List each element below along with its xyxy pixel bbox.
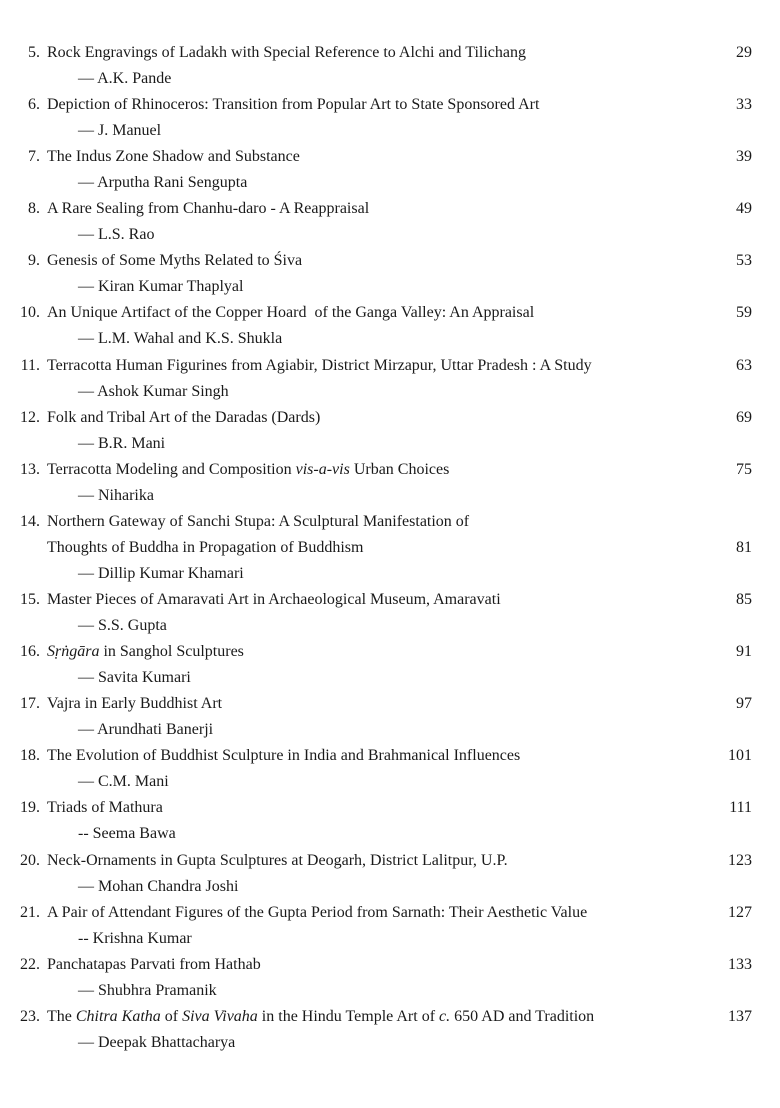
entry-page: 39 xyxy=(736,148,752,166)
entry-page: 101 xyxy=(728,747,752,765)
entry-author: — Arputha Rani Sengupta xyxy=(78,174,248,192)
entry-title: Terracotta Human Figurines from Agiabir, District Mirzapur, Uttar Pradesh : A Study xyxy=(47,356,592,374)
entry-author: — Savita Kumari xyxy=(78,669,191,687)
entry-number: 7. xyxy=(28,148,40,166)
title-part: in the Hindu Temple Art of xyxy=(257,1007,440,1025)
entry-author: — L.M. Wahal and K.S. Shukla xyxy=(78,330,283,348)
entry-page: 63 xyxy=(736,356,752,374)
entry-title: Rock Engravings of Ladakh with Special Reference to Alchi and Tilichang xyxy=(47,44,526,61)
toc-entry xyxy=(0,900,780,952)
entry-title: Genesis of Some Myths Related to Śiva xyxy=(47,252,303,270)
toc-entry xyxy=(0,795,780,847)
toc-entry xyxy=(0,952,780,1004)
entry-title xyxy=(47,509,707,561)
title-part: Terracotta Modeling and Composition xyxy=(47,460,296,478)
entry-author: — C.M. Mani xyxy=(78,773,169,791)
toc-entry xyxy=(0,457,780,509)
entry-page: 85 xyxy=(736,591,752,609)
toc-entry xyxy=(0,92,780,144)
entry-page: 69 xyxy=(736,408,752,426)
entry-title: Folk and Tribal Art of the Daradas (Dards) xyxy=(47,408,321,426)
entry-title: Master Pieces of Amaravati Art in Archaeological Museum, Amaravati xyxy=(47,591,501,609)
entry-title: Triads of Mathura xyxy=(47,799,163,817)
toc-entry xyxy=(0,691,780,743)
title-line: Thoughts of Buddha in Propagation of Buddhism xyxy=(47,538,364,556)
toc-entry xyxy=(0,248,780,300)
entry-page: 59 xyxy=(736,304,752,322)
entry-author: — L.S. Rao xyxy=(78,226,155,244)
entry-number: 20. xyxy=(20,851,40,869)
entry-number: 13. xyxy=(20,460,40,478)
entry-number: 12. xyxy=(20,408,40,426)
toc-entry xyxy=(0,639,780,691)
entry-page: 33 xyxy=(736,96,752,114)
entry-number: 17. xyxy=(20,695,40,713)
entry-page: 91 xyxy=(736,643,752,661)
entry-page: 29 xyxy=(736,44,752,61)
title-part: of xyxy=(160,1007,183,1025)
entry-title: The Evolution of Buddhist Sculpture in India and Brahmanical Influences xyxy=(47,747,521,765)
entry-page: 137 xyxy=(728,1007,752,1025)
entry-author: — Arundhati Banerji xyxy=(78,721,214,739)
toc-entry xyxy=(0,144,780,196)
entry-title xyxy=(47,1004,707,1030)
entry-author: — S.S. Gupta xyxy=(78,617,167,635)
entry-number: 11. xyxy=(20,356,40,374)
toc-entry xyxy=(0,40,780,92)
entry-author: — Deepak Bhattacharya xyxy=(78,1033,236,1051)
entry-title: An Unique Artifact of the Copper Hoard of the Ganga Valley: An Appraisal xyxy=(47,304,535,322)
entry-number: 15. xyxy=(20,591,40,609)
toc-entry xyxy=(0,405,780,457)
title-part: in Sanghol Sculptures xyxy=(99,643,244,661)
entry-author: -- Seema Bawa xyxy=(78,825,176,843)
entry-author: — Mohan Chandra Joshi xyxy=(78,877,239,895)
entry-author: — Kiran Kumar Thaplyal xyxy=(78,278,244,296)
entry-page: 81 xyxy=(736,538,752,556)
toc-entry xyxy=(0,848,780,900)
title-italic: vis-a-vis xyxy=(295,460,350,478)
entry-title: A Rare Sealing from Chanhu-daro - A Reappraisal xyxy=(47,200,370,218)
entry-author: — J. Manuel xyxy=(78,122,162,140)
toc-entry xyxy=(0,1004,780,1056)
entry-page: 49 xyxy=(736,200,752,218)
entry-page: 75 xyxy=(736,460,752,478)
entry-title: A Pair of Attendant Figures of the Gupta Period from Sarnath: Their Aesthetic Value xyxy=(47,903,588,921)
entry-number: 22. xyxy=(20,955,40,973)
entry-page: 53 xyxy=(736,252,752,270)
entry-number: 10. xyxy=(20,304,40,322)
toc-entry xyxy=(0,743,780,795)
entry-page: 127 xyxy=(728,903,752,921)
entry-page: 111 xyxy=(729,799,752,817)
title-italic: Chitra Katha xyxy=(75,1007,161,1025)
entry-number: 16. xyxy=(20,643,40,661)
title-part: The xyxy=(47,1007,76,1025)
entry-title: Vajra in Early Buddhist Art xyxy=(47,695,223,713)
entry-title: Panchatapas Parvati from Hathab xyxy=(47,955,261,973)
entry-page: 133 xyxy=(728,955,752,973)
entry-author: — Ashok Kumar Singh xyxy=(78,382,229,400)
entry-number: 9. xyxy=(28,252,40,270)
entry-author: — Shubhra Pramanik xyxy=(78,981,217,999)
toc-entry xyxy=(0,353,780,405)
entry-page: 123 xyxy=(728,851,752,869)
title-italic: Sṛṅgāra xyxy=(47,643,100,661)
entry-title xyxy=(47,457,707,483)
entry-number: 14. xyxy=(20,512,40,530)
entry-author: — B.R. Mani xyxy=(78,434,166,452)
entry-author: -- Krishna Kumar xyxy=(78,929,192,947)
entry-title: Neck-Ornaments in Gupta Sculptures at Deogarh, District Lalitpur, U.P. xyxy=(47,851,508,869)
toc-entry xyxy=(0,587,780,639)
title-italic: c. xyxy=(439,1007,451,1025)
entry-author: — Dillip Kumar Khamari xyxy=(78,564,244,582)
entry-page: 97 xyxy=(736,695,752,713)
entry-author: — A.K. Pande xyxy=(78,70,172,87)
title-line: Northern Gateway of Sanchi Stupa: A Sculptural Manifestation of xyxy=(47,512,470,530)
toc-entry xyxy=(0,300,780,352)
entry-number: 8. xyxy=(28,200,40,218)
entry-number: 5. xyxy=(28,44,40,61)
toc-entry xyxy=(0,196,780,248)
entry-number: 18. xyxy=(20,747,40,765)
toc-entry xyxy=(0,509,780,587)
title-part: 650 AD and Tradition xyxy=(450,1007,595,1025)
title-part: Urban Choices xyxy=(349,460,450,478)
entry-number: 23. xyxy=(20,1007,40,1025)
table-of-contents xyxy=(0,40,780,1056)
entry-title xyxy=(47,639,707,665)
entry-author: — Niharika xyxy=(78,486,154,504)
entry-title: Depiction of Rhinoceros: Transition from Popular Art to State Sponsored Art xyxy=(47,96,540,114)
entry-number: 6. xyxy=(28,96,40,114)
entry-number: 21. xyxy=(20,903,40,921)
entry-title: The Indus Zone Shadow and Substance xyxy=(47,148,300,166)
entry-number: 19. xyxy=(20,799,40,817)
title-italic: Siva Vivaha xyxy=(182,1007,258,1025)
